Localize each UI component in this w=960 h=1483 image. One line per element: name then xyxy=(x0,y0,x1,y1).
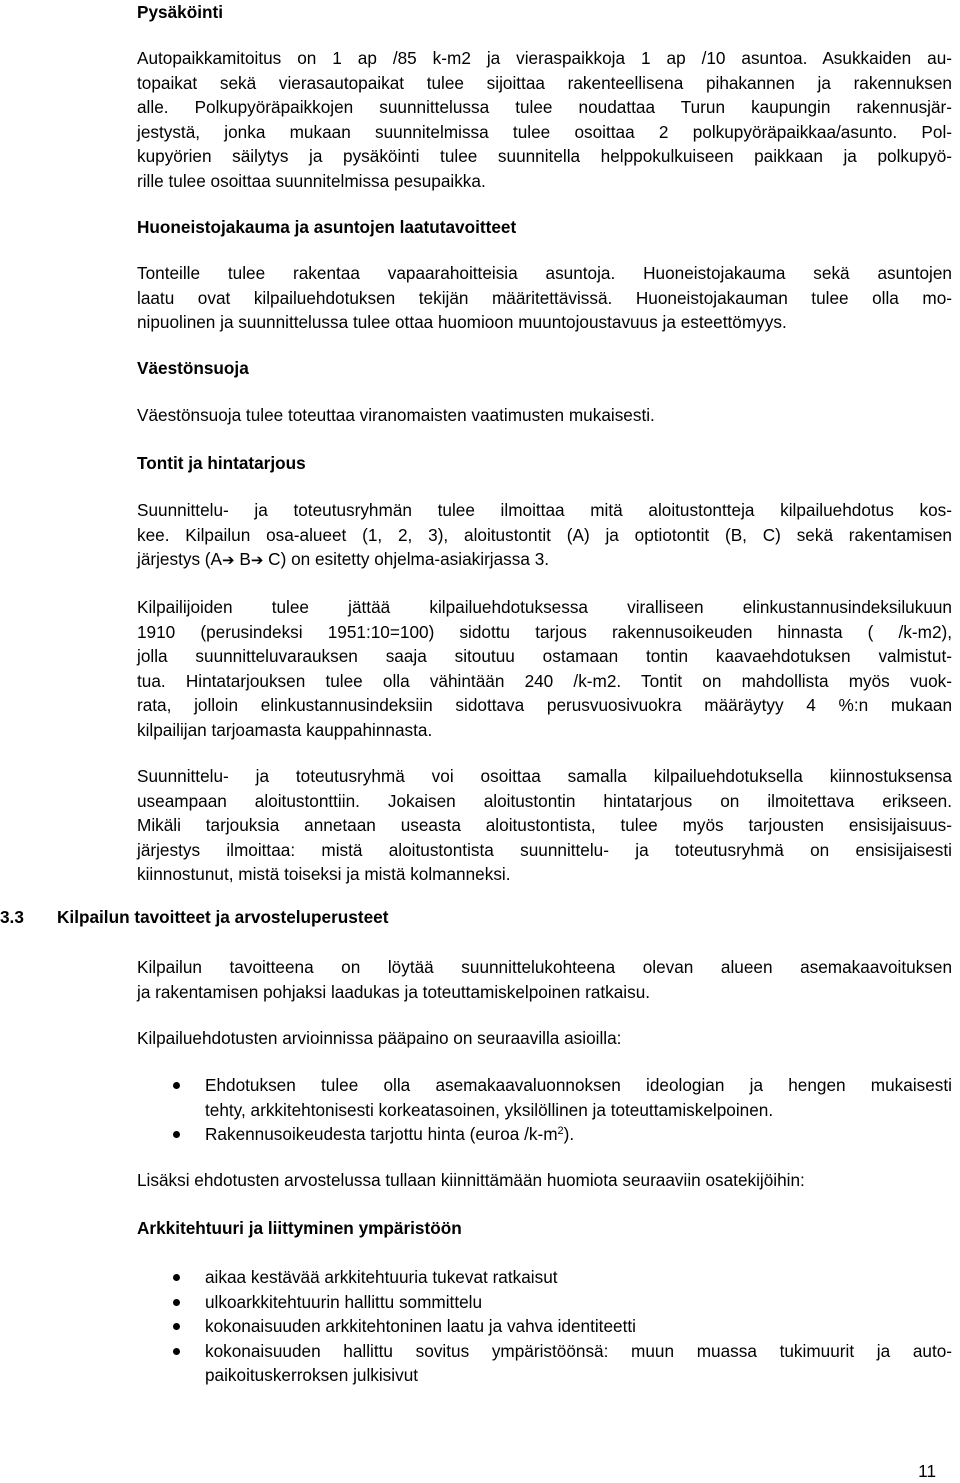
heading-huoneistojakauma: Huoneistojakauma ja asuntojen laatutavoitteet xyxy=(137,217,517,237)
text-line: aikaa kestävää arkkitehtuuria tukevat ratkaisut xyxy=(205,1267,558,1287)
paragraph-huoneistojakauma xyxy=(137,261,952,335)
paragraph-tavoite xyxy=(137,955,952,1004)
section-heading-3-3 xyxy=(0,905,388,930)
text-line: useampaan aloitustonttiin. Jokaisen aloitustontin hintatarjous on ilmoitettava erikseen. xyxy=(137,790,952,811)
list-item xyxy=(137,1314,952,1339)
text-line: Autopaikkamitoitus on 1 ap /85 k-m2 ja vieraspaikkoja 1 ap /10 asuntoa. Asukkaiden au- xyxy=(137,48,952,68)
superscript: 2 xyxy=(557,1125,564,1137)
text-line: Kilpailijoiden tulee jättää kilpailuehdotuksessa viralliseen elinkustannusindeksilukuun xyxy=(137,597,952,617)
heading-tontit: Tontit ja hintatarjous xyxy=(137,453,306,473)
text-line: kokonaisuuden hallittu sovitus ympäristöönsä: muun muassa tukimuurit ja auto- xyxy=(205,1340,952,1361)
paragraph-tontit-2 xyxy=(137,595,952,742)
list-item xyxy=(137,1122,952,1147)
text-fragment: Rakennusoikeudesta tarjottu hinta (euroa /k-m xyxy=(205,1124,558,1144)
text-line: jestystä, jonka mukaan suunnitelmissa tulee osoittaa 2 polkupyöräpaikkaa/asunto. Pol- xyxy=(137,121,952,142)
text-line: Mikäli tarjouksia annetaan useasta aloitustontista, tulee myös tarjousten ensisijaisuus- xyxy=(137,815,952,835)
text-line: tehty, arkkitehtonisesti korkeatasoinen, yksilöllinen ja toteuttamiskelpoinen. xyxy=(205,1099,774,1120)
text-fragment: järjestys (A xyxy=(137,549,222,569)
bullet-icon xyxy=(173,1131,180,1138)
paragraph-vaestonsuoja xyxy=(137,403,952,428)
bullet-list-arkkitehtuuri xyxy=(137,1265,952,1388)
text-line: kilpailijan tarjoamasta kauppahinnasta. xyxy=(137,719,433,740)
text-line: Kilpailuehdotusten arvioinnissa pääpaino on seuraavilla asioilla: xyxy=(137,1028,622,1048)
text-line: Kilpailun tavoitteena on löytää suunnittelukohteena olevan alueen asemakaavoituksen xyxy=(137,957,952,977)
text-line xyxy=(205,1122,952,1147)
text-line: paikoituskerroksen julkisivut xyxy=(205,1365,419,1385)
arrow-icon: ➔ xyxy=(222,551,235,569)
text-line: ja rakentamisen pohjaksi laadukas ja toteuttamiskelpoinen ratkaisu. xyxy=(137,981,651,1002)
text-line: Lisäksi ehdotusten arvostelussa tullaan kiinnittämään huomiota seuraaviin osatekijöihin: xyxy=(137,1170,805,1190)
text-line: kiinnostunut, mistä toiseksi ja mistä kolmanneksi. xyxy=(137,864,511,884)
paragraph-arviointi xyxy=(137,1026,952,1051)
list-item xyxy=(137,1265,952,1290)
bullet-icon xyxy=(173,1348,180,1355)
list-item xyxy=(137,1073,952,1122)
section-number: 3.3 xyxy=(0,907,24,927)
text-line: kokonaisuuden arkkitehtoninen laatu ja vahva identiteetti xyxy=(205,1316,636,1336)
text-line: rata, jolloin elinkustannusindeksiin sidottava perusvuosivuokra määräytyy 4 %:n mukaan xyxy=(137,695,952,715)
paragraph-pysakointi xyxy=(137,46,952,193)
text-line: tua. Hintatarjouksen tulee olla vähintään 240 /k-m2. Tontit on mahdollista myös vuok- xyxy=(137,670,952,691)
text-line: jolla suunnitteluvarauksen saaja sitoutuu ostamaan tontin kaavaehdotuksen valmistut- xyxy=(137,646,952,666)
bullet-list-arviointi xyxy=(137,1073,952,1147)
text-line xyxy=(137,547,952,573)
text-line: nipuolinen ja suunnittelussa tulee ottaa huomioon muuntojoustavuus ja esteettömyys. xyxy=(137,312,787,332)
text-line: 1910 (perusindeksi 1951:10=100) sidottu tarjous rakennusoikeuden hinnasta ( /k-m2), xyxy=(137,621,952,642)
text-line: Ehdotuksen tulee olla asemakaavaluonnoksen ideologian ja hengen mukaisesti xyxy=(205,1075,952,1095)
list-item xyxy=(137,1339,952,1388)
section-title: Kilpailun tavoitteet ja arvosteluperusteet xyxy=(57,907,389,927)
page-number: 11 xyxy=(918,1461,936,1481)
text-line: kee. Kilpailun osa-alueet (1, 2, 3), aloitustontit (A) ja optiotontit (B, C) sekä rakentamisen xyxy=(137,524,952,545)
text-fragment: B xyxy=(234,549,251,569)
text-fragment: ). xyxy=(563,1124,575,1144)
paragraph-tontit-3 xyxy=(137,764,952,887)
bullet-icon xyxy=(173,1274,180,1281)
text-line: Väestönsuoja tulee toteuttaa viranomaisten vaatimusten mukaisesti. xyxy=(137,405,655,425)
paragraph-lisaksi xyxy=(137,1168,952,1193)
arrow-icon: ➔ xyxy=(250,551,264,569)
text-line: topaikat sekä vierasautopaikat tulee sijoittaa rakenteellisena pihakannen ja rakennuksen xyxy=(137,72,952,93)
heading-pysakointi: Pysäköinti xyxy=(137,2,223,22)
bullet-icon xyxy=(173,1299,180,1306)
text-line: Suunnittelu- ja toteutusryhmä voi osoittaa samalla kilpailuehdotuksella kiinnostuksensa xyxy=(137,766,952,786)
paragraph-tontit-1 xyxy=(137,498,952,573)
text-line: Tonteille tulee rakentaa vapaarahoitteisia asuntoja. Huoneistojakauma sekä asuntojen xyxy=(137,263,952,283)
text-line: järjestys ilmoittaa: mistä aloitustontista suunnittelu- ja toteutusryhmä on ensisijaisesti xyxy=(137,839,952,860)
text-line: laatu ovat kilpailuehdotuksen tekijän määritettävissä. Huoneistojakauman tulee olla mo- xyxy=(137,287,952,308)
heading-arkkitehtuuri: Arkkitehtuuri ja liittyminen ympäristöön xyxy=(137,1218,462,1238)
text-line: Suunnittelu- ja toteutusryhmän tulee ilmoittaa mitä aloitustontteja kilpailuehdotus kos- xyxy=(137,500,952,520)
text-line: rille tulee osoittaa suunnitelmissa pesupaikka. xyxy=(137,170,486,191)
list-item xyxy=(137,1290,952,1315)
heading-vaestonsuoja: Väestönsuoja xyxy=(137,358,249,378)
text-line: kupyörien säilytys ja pysäköinti tulee suunnitella helppokulkuiseen paikkaan ja polkupyö- xyxy=(137,146,952,166)
text-line: ulkoarkkitehtuurin hallittu sommittelu xyxy=(205,1291,483,1312)
bullet-icon xyxy=(173,1082,180,1089)
bullet-icon xyxy=(173,1323,180,1330)
text-fragment: C) on esitetty ohjelma-asiakirjassa 3. xyxy=(263,549,550,569)
text-line: alle. Polkupyöräpaikkojen suunnittelussa tulee noudattaa Turun kaupungin rakennusjär- xyxy=(137,97,952,117)
